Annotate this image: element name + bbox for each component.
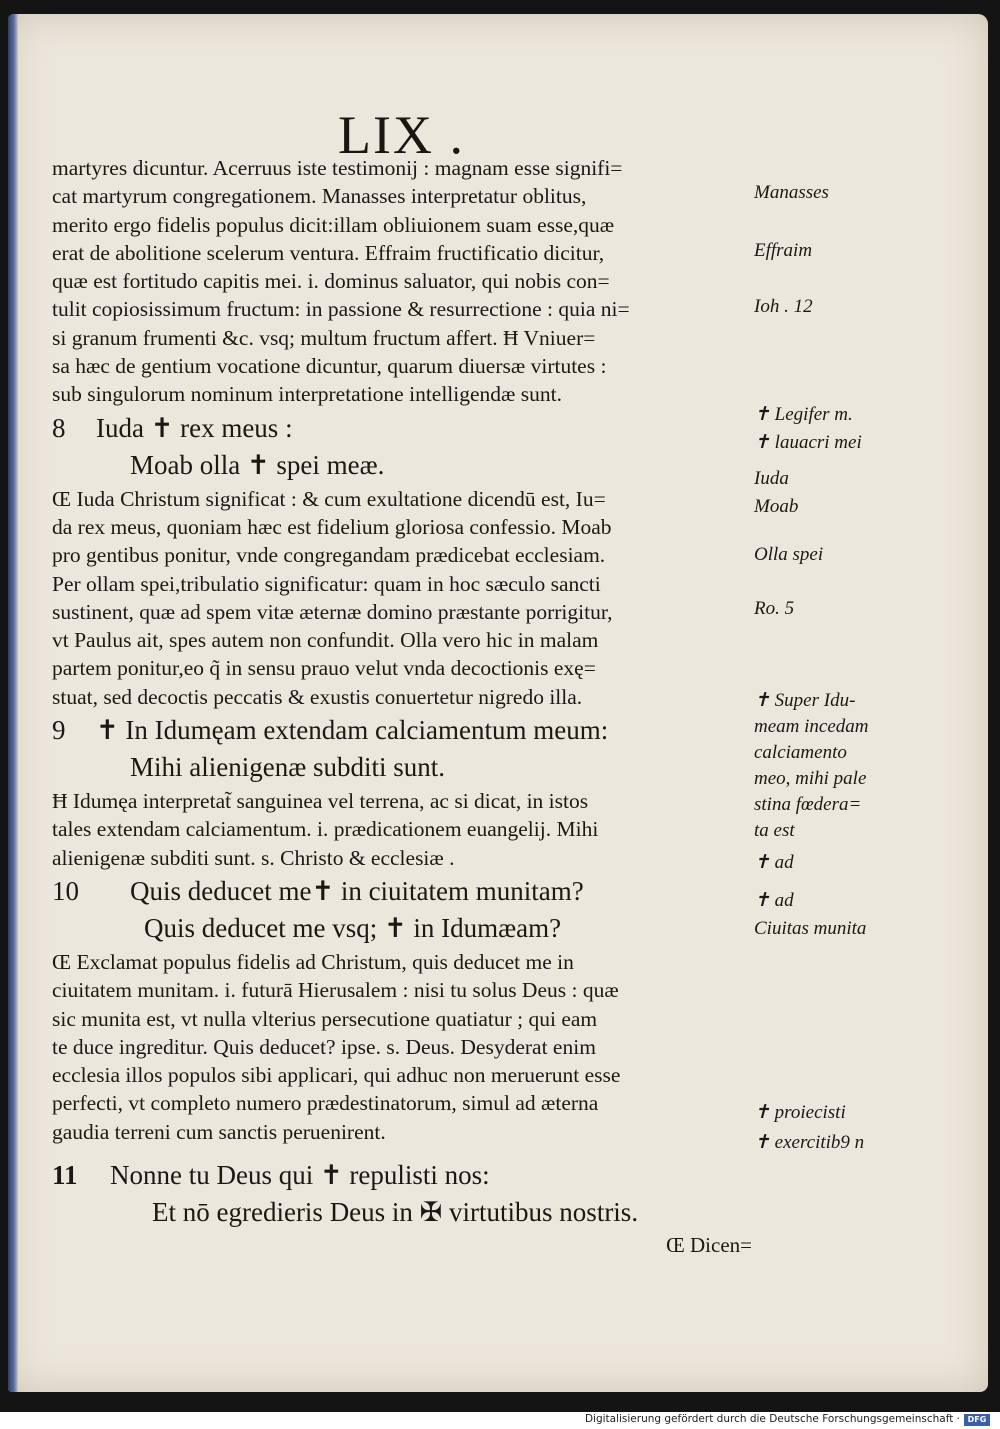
margin-note: Moab: [754, 496, 799, 517]
verse-text: ✝ In Idumęam extendam calciamentum meum:: [96, 715, 609, 746]
book-page: [8, 14, 988, 1392]
text-line: sub singulorum nominum interpretatione intelligendæ sunt.: [52, 382, 562, 407]
margin-note: Ro. 5: [754, 598, 795, 619]
text-line: sa hæc de gentium vocatione dicuntur, quarum diuersæ virtutes :: [52, 354, 607, 379]
text-line: martyres dicuntur. Acerruus iste testimonij : magnam esse signifi=: [52, 156, 623, 180]
margin-note: calciamento: [754, 742, 847, 763]
text-line: ciuitatem munitam. i. futurā Hierusalem : nisi tu solus Deus : quæ: [52, 978, 619, 1003]
text-line: sustinent, quæ ad spem vitæ æternæ domino præstante porrigitur,: [52, 599, 613, 624]
margin-note: ✝ lauacri mei: [754, 432, 862, 453]
text-line: perfecti, vt completo numero prædestinatorum, simul ad æterna: [52, 1091, 599, 1116]
margin-note: ✝ ad: [754, 890, 794, 911]
margin-note: Manasses: [754, 182, 829, 203]
catchword: Œ Dicen=: [666, 1233, 752, 1258]
text-line: da rex meus, quoniam hæc est fidelium gloriosa confessio. Moab: [52, 514, 612, 539]
commentary-block-d: [52, 948, 752, 1146]
verse-line: [52, 715, 752, 749]
text-line: Œ Iuda Christum significat : & cum exultatione dicendū est, Iu=: [52, 486, 606, 511]
text-line: pro gentibus ponitur, vnde congregandam prædicebat ecclesiam.: [52, 543, 606, 568]
verse-9: [52, 715, 752, 785]
text-line: stuat, sed decoctis peccatis & exustis conuertetur nigredo illa.: [52, 684, 583, 709]
text-line: sic munita est, vt nulla vlterius persecutione quatiatur ; qui eam: [52, 1006, 598, 1031]
funding-credit: Digitalisierung gefördert durch die Deutsche Forschungsgemeinschaft ·: [584, 1413, 960, 1425]
margin-note: ta est: [754, 820, 795, 841]
dfg-logo: DFG: [964, 1414, 990, 1426]
margin-note: meo, mihi pale: [754, 768, 867, 789]
text-line: te duce ingreditur. Quis deducet? ipse. s. Deus. Desyderat enim: [52, 1034, 596, 1059]
commentary-block-a: [52, 154, 752, 409]
commentary-block-b: [52, 485, 752, 711]
text-line: Ħ Idumęa interpretat̃ sanguinea vel terrena, ac si dicat, in istos: [52, 789, 589, 814]
text-line: partem ponitur,eo q̃ in sensu prauo velut vnda decoctionis exę=: [52, 656, 596, 681]
margin-note: Iuda: [754, 468, 789, 489]
verse-10: [52, 876, 752, 946]
margin-note: Effraim: [754, 240, 813, 261]
text-line: vt Paulus ait, spes autem non confundit. Olla vero hic in malam: [52, 628, 599, 653]
text-line: gaudia terreni cum sanctis peruenirent.: [52, 1119, 386, 1144]
margin-note: ✝ exercitib9 n: [754, 1132, 865, 1153]
margin-note: ✝ ad: [754, 852, 794, 873]
verse-8: [52, 413, 752, 483]
text-line: quæ est fortitudo capitis mei. i. dominus saluator, qui nobis con=: [52, 269, 610, 294]
verse-number: 10: [52, 875, 79, 906]
margin-note: Ciuitas munita: [754, 918, 867, 939]
margin-note: meam incedam: [754, 716, 869, 737]
verse-number: 8: [52, 412, 66, 443]
verse-text: Iuda ✝ rex meus :: [96, 412, 293, 443]
text-line: merito ergo fidelis populus dicit:illam obliuionem suam esse,quæ: [52, 212, 615, 237]
verse-line: Mihi alienigenæ subditi sunt.: [130, 752, 445, 783]
commentary-block-c: [52, 787, 752, 872]
text-line: cat martyrum congregationem. Manasses interpretatur oblitus,: [52, 184, 587, 209]
text-line: si granum frumenti &c. vsq; multum fructum affert. Ħ Vniuer=: [52, 325, 596, 350]
verse-number: 9: [52, 715, 66, 746]
margin-note: ✝ proiecisti: [754, 1102, 846, 1123]
verse-number: 11: [52, 1160, 78, 1191]
verse-text: Nonne tu Deus qui ✝ repulisti nos:: [110, 1160, 490, 1191]
verse-line: Moab olla ✝ spei meæ.: [130, 449, 385, 480]
verse-line: [52, 413, 752, 447]
margin-note: Ioh . 12: [754, 296, 813, 317]
folio-number: LIX .: [338, 105, 465, 165]
verse-text: Quis deducet me✝ in ciuitatem munitam?: [130, 875, 584, 906]
margin-note: stina fœdera=: [754, 794, 862, 815]
margin-notes: [748, 14, 978, 1392]
verse-line: Et nō egredieris Deus in ✠ virtutibus nostris.: [152, 1197, 639, 1228]
verse-line: [52, 876, 752, 910]
text-line: alienigenæ subditi sunt. s. Christo & ecclesiæ .: [52, 845, 455, 870]
margin-note: ✝ Legifer m.: [754, 404, 853, 425]
text-line: Per ollam spei,tribulatio significatur: quam in hoc sæculo sancti: [52, 571, 601, 596]
text-line: ecclesia illos populos sibi applicari, qui adhuc non meruerunt esse: [52, 1063, 621, 1088]
text-line: tales extendam calciamentum. i. prædicationem euangelij. Mihi: [52, 817, 599, 842]
text-line: Œ Exclamat populus fidelis ad Christum, quis deducet me in: [52, 949, 574, 974]
verse-11: [52, 1160, 752, 1230]
text-line: erat de abolitione scelerum ventura. Effraim fructificatio dicitur,: [52, 240, 605, 265]
page-edge: [8, 14, 18, 1392]
main-text: [52, 154, 752, 1260]
margin-note: ✝ Super Idu-: [754, 690, 856, 711]
margin-note: Olla spei: [754, 544, 824, 565]
verse-line: [52, 1160, 752, 1194]
verse-line: Quis deducet me vsq; ✝ in Idumæam?: [144, 912, 562, 943]
text-line: tulit copiosissimum fructum: in passione & resurrectione : quia ni=: [52, 297, 630, 322]
